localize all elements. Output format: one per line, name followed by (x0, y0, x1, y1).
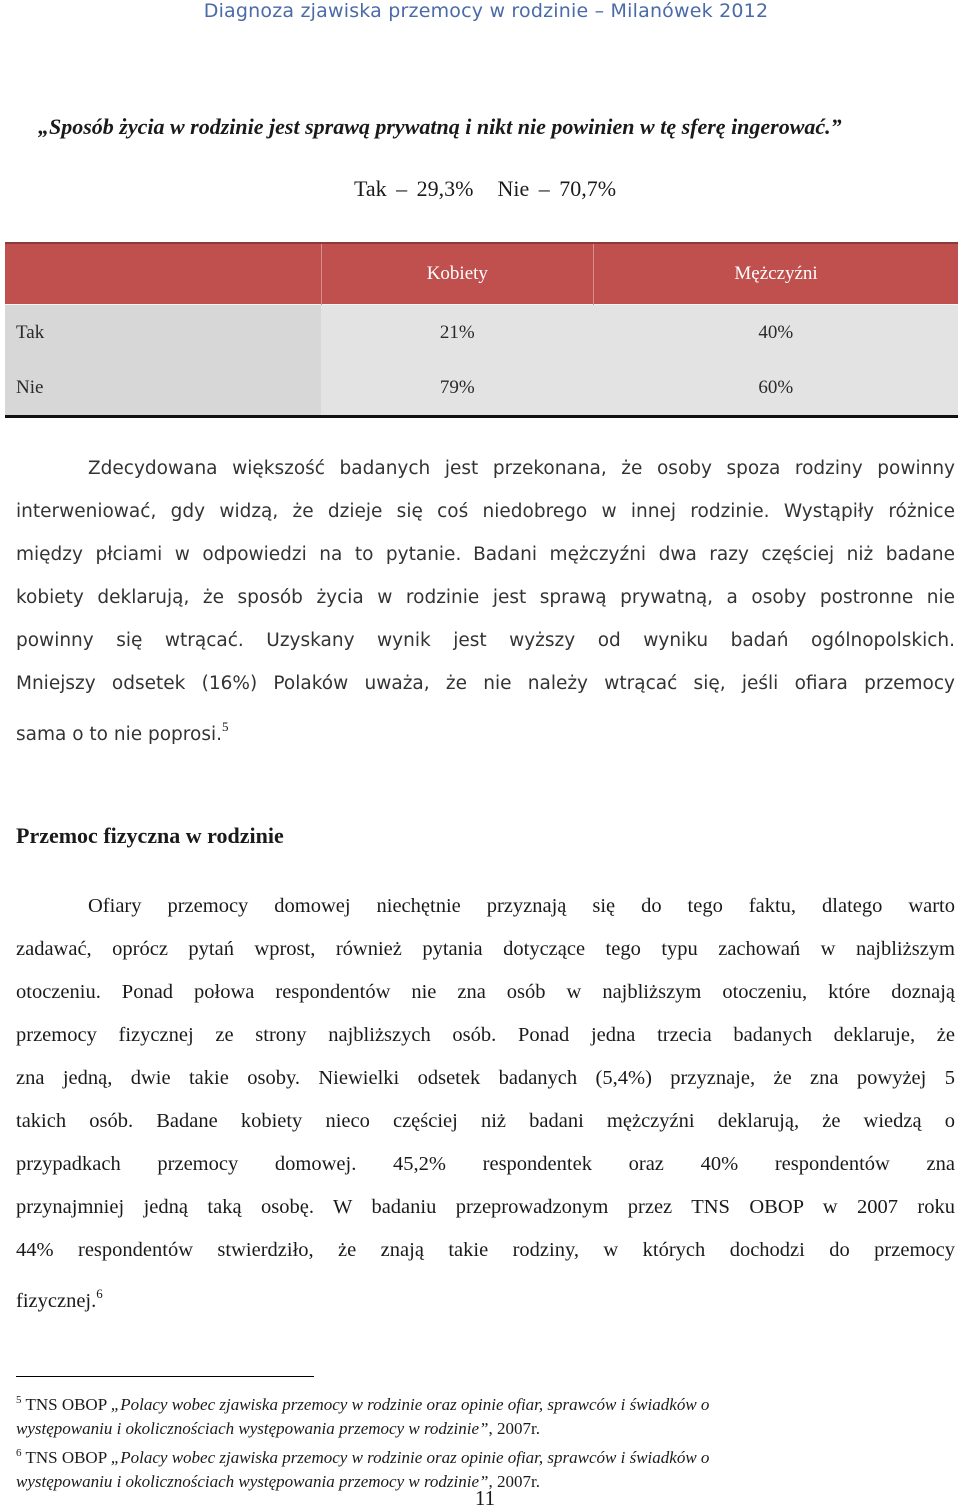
row-label: Nie (5, 360, 321, 417)
text-line: zadawać, oprócz pytań wprost, również pytania dotyczące tego typu zachowań w najbliższym (16, 938, 955, 960)
text-line: 44% respondentów stwierdziło, że znają takie rodziny, w których dochodzi do przemocy (16, 1239, 955, 1261)
page-number: 11 (474, 1486, 496, 1510)
overall-result (0, 176, 960, 202)
footnote-6: $^6$ TNS OBOP „Polacy wobec zjawiska przemocy w rodzinie oraz opinie ofiar, sprawców i świadków o (16, 1447, 710, 1467)
table-row (5, 305, 958, 361)
footnote-5: $^5$ TNS OBOP „Polacy wobec zjawiska przemocy w rodzinie oraz opinie ofiar, sprawców i świadków o (16, 1394, 710, 1414)
table-cell: 60% (594, 360, 958, 417)
row-label: Tak (5, 305, 321, 361)
footnotes (16, 1388, 916, 1494)
footnote-5-cont: występowaniu i okolicznościach występowania przemocy w rodzinie”, 2007r. (16, 1419, 540, 1438)
text-line: Mniejszy odsetek (16%) Polaków uważa, że nie należy wtrącać się, jeśli ofiara przemocy (16, 673, 955, 694)
results-table (5, 242, 958, 418)
document-title: Diagnoza zjawiska przemocy w rodzinie – Milanówek 2012 (203, 0, 769, 22)
text-line: sama o to nie poprosi.$^5$ (16, 719, 229, 745)
table-row (5, 360, 958, 417)
section-heading: Przemoc fizyczna w rodzinie (16, 823, 284, 848)
survey-question: „Sposób życia w rodzinie jest sprawą prywatną i nikt nie powinien w tę sferę ingerować.” (38, 114, 842, 139)
footnote-divider (16, 1376, 314, 1377)
overall-yes: Tak – 29,3% (353, 176, 474, 201)
text-line: Ofiary przemocy domowej niechętnie przyznają się do tego faktu, dlatego warto (88, 895, 955, 917)
text-line: przemocy fizycznej ze strony najbliższych osób. Ponad jedna trzecia badanych deklaruje, że (16, 1024, 955, 1046)
table-cell: 79% (321, 360, 594, 417)
table-header-cell: Mężczyźni (594, 243, 958, 305)
table-header-cell: Kobiety (321, 243, 594, 305)
page-header (0, 0, 960, 30)
text-line: fizycznej.$^6$ (16, 1286, 103, 1312)
text-line: przypadkach przemocy domowej. 45,2% respondentek oraz 40% respondentów zna (16, 1153, 955, 1175)
paragraph-2 (16, 885, 955, 1323)
text-line: takich osób. Badane kobiety nieco częściej niż badani mężczyźni deklarują, że wiedzą o (16, 1110, 955, 1132)
text-line: Zdecydowana większość badanych jest przekonana, że osoby spoza rodziny powinny (88, 458, 955, 479)
table-header-row (5, 243, 958, 305)
footnote-6-cont: występowaniu i okolicznościach występowania przemocy w rodzinie”, 2007r. (16, 1472, 540, 1491)
text-line: między płciami w odpowiedzi na to pytanie. Badani mężczyźni dwa razy częściej niż badane (16, 544, 955, 565)
overall-no: Nie – 70,7% (497, 176, 617, 201)
text-line: kobiety deklarują, że sposób życia w rodzinie jest sprawą prywatną, a osoby postronne nie (16, 587, 955, 608)
text-line: otoczeniu. Ponad połowa respondentów nie zna osób w najbliższym otoczeniu, które doznają (16, 981, 955, 1003)
text-line: zna jedną, dwie takie osoby. Niewielki odsetek badanych (5,4%) przyznaje, że zna powyżej 5 (16, 1067, 955, 1089)
paragraph-1 (16, 447, 955, 756)
table-header-cell (5, 243, 321, 305)
footnote-ref: 5 (221, 719, 229, 734)
text-line: interweniować, gdy widzą, że dzieje się coś niedobrego w innej rodzinie. Wystąpiły różnice (16, 501, 955, 522)
table-cell: 21% (321, 305, 594, 361)
text-line: przynajmniej jedną taką osobę. W badaniu przeprowadzonym przez TNS OBOP w 2007 roku (16, 1196, 955, 1218)
footnote-ref: 6 (96, 1286, 103, 1301)
table-cell: 40% (594, 305, 958, 361)
text-line: powinny się wtrącać. Uzyskany wynik jest wyższy od wyniku badań ogólnopolskich. (16, 630, 955, 651)
